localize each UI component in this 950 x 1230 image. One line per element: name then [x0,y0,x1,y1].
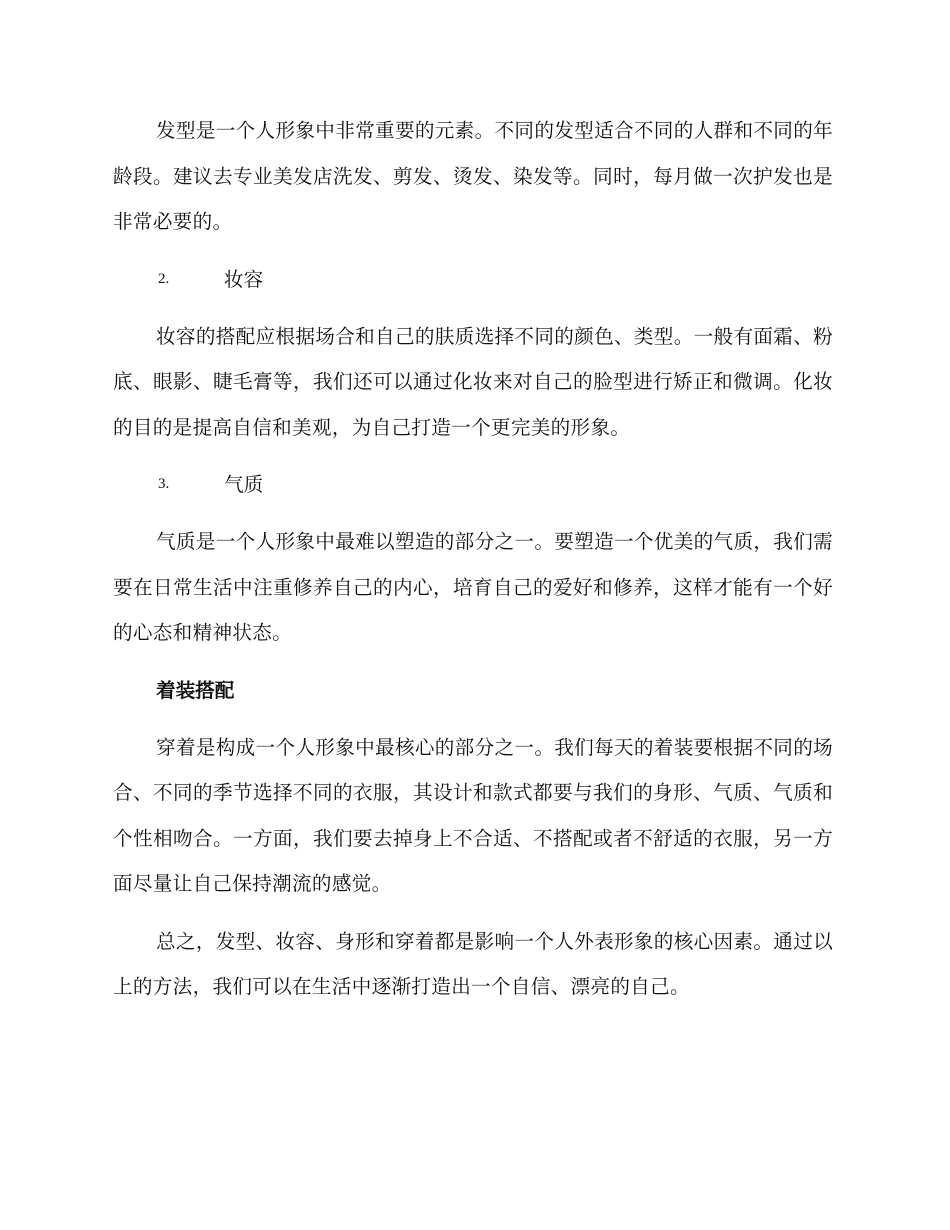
spacer [113,713,833,725]
list-title: 气质 [224,473,264,496]
spacer [113,245,833,257]
spacer [113,656,833,668]
paragraph-makeup: 妆容的搭配应根据场合和自己的肤质选择不同的颜色、类型。一般有面霜、粉底、眼影、睫毛膏等，我们还可以通过化妆来对自己的脸型进行矫正和微调。化妆的目的是提高自信和美观，为自己打造一个更完美的形象。 [113,324,833,439]
spacer [113,507,833,519]
list-item-makeup [113,257,833,302]
paragraph-summary: 总之，发型、妆容、身形和穿着都是影响一个人外表形象的核心因素。通过以上的方法，我们可以在生活中逐渐打造出一个自信、漂亮的自己。 [113,929,833,998]
spacer [113,302,833,314]
paragraph-clothing: 穿着是构成一个人形象中最核心的部分之一。我们每天的着装要根据不同的场合、不同的季节选择不同的衣服，其设计和款式都要与我们的身形、气质、气质和个性相吻合。一方面，我们要去掉身上不合适、不搭配或者不舒适的衣服，另一方面尽量让自己保持潮流的感觉。 [113,735,833,895]
spacer [113,907,833,919]
list-item-temperament [113,462,833,507]
list-number: 3. [158,476,170,492]
list-title: 妆容 [224,267,264,291]
paragraph-temperament: 气质是一个人形象中最难以塑造的部分之一。要塑造一个优美的气质，我们需要在日常生活中注重修养自己的内心，培育自己的爱好和修养，这样才能有一个好的心态和精神状态。 [113,530,833,644]
list-number: 2. [158,270,170,287]
document-page [113,108,833,1010]
spacer [113,450,833,462]
paragraph-hair: 发型是一个人形象中非常重要的元素。不同的发型适合不同的人群和不同的年龄段。建议去专业美发店洗发、剪发、烫发、染发等。同时，每月做一次护发也是非常必要的。 [113,119,833,233]
section-heading-clothing: 着装搭配 [156,678,235,702]
